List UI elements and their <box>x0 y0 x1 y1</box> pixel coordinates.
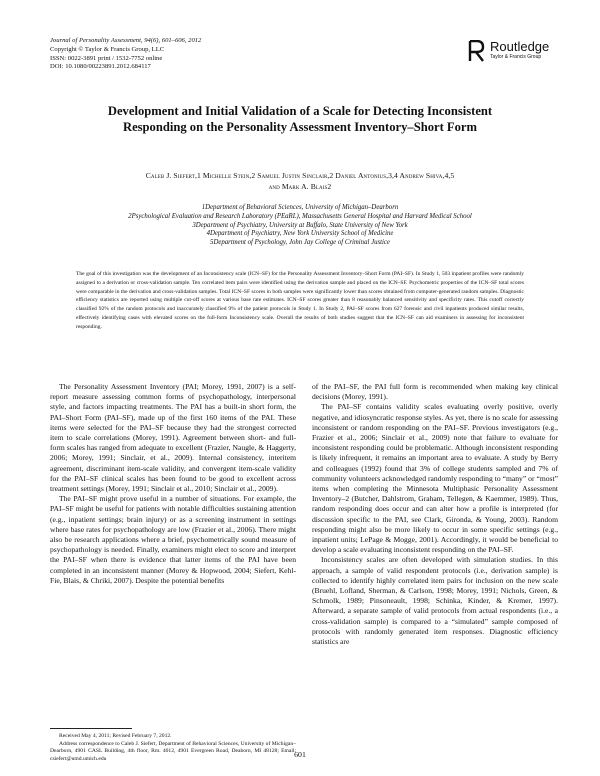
affiliation-3: 3Department of Psychiatry, University at Buffalo, State University of New York <box>192 221 408 229</box>
affiliation-1: 1Department of Behavioral Sciences, University of Michigan–Dearborn <box>201 204 399 211</box>
publisher-name: Routledge <box>490 39 550 54</box>
publisher-logo <box>468 40 568 66</box>
received-note: Received May 4, 2011; Revised February 7, 2012. <box>59 733 172 739</box>
correspondence-note: Address correspondence to Caleb J. Siefert, Department of Behavioral Sciences, University of Michigan–Dearborn, 4901 CASL Building, 4th floor, Rm. 4012, 4901 Evergreen Road, Deaborn, MI 48128; Email: csiefert@umd.umich.edu <box>50 740 296 762</box>
publisher-tagline: Taylor & Francis Group <box>490 54 542 60</box>
body-paragraph: The PAI–SF might prove useful in a number of situations. For example, the PAI–SF might be useful for patients with notable difficulties sustaining attention (e.g., inpatient settings; brain injury) or as a screening instrument in settings where base rates for psychopathology are low (Frazier et al., 2006). There might also be research applications where a brief, psychometrically sound measure of psychopathology is needed. Finally, examiners might elect to score and interpret the PAI–SF when there is evidence that latter items of the PAI have been completed in an inconsistent manner (Morey & Hopwood, 2004; Siefert, Kehl-Fie, Blais, & Chriki, 2007). Despite the potential benefits <box>50 494 296 585</box>
journal-citation: Journal of Personality Assessment, 94(6), 601–606, 2012 <box>50 37 202 44</box>
article-title: Development and Initial Validation of a Scale for Detecting Inconsistent Responding on the Personality Assessment Inventory–Short Form <box>107 104 493 134</box>
body-paragraph: of the PAI–SF, the PAI full form is recommended when making key clinical decisions (Morey, 1991). <box>312 382 558 402</box>
affiliations <box>30 204 570 248</box>
footnote-divider <box>50 728 132 729</box>
routledge-logo-icon <box>468 40 486 62</box>
journal-issn: ISSN: 0022-3891 print / 1532-7752 online <box>50 54 163 62</box>
body-right-column <box>312 382 558 647</box>
affiliation-5: 5Department of Psychology, John Jay College of Criminal Justice <box>210 239 390 247</box>
affiliation-4: 4Department of Psychiatry, New York University School of Medicine <box>206 230 394 238</box>
author-line-1: Caleb J. Siefert,1 Michelle Stein,2 Samuel Justin Sinclair,2 Daniel Antonius,3,4 Andrew Shiva,4,5 <box>145 171 455 180</box>
author-list <box>70 170 530 192</box>
body-paragraph: The Personality Assessment Inventory (PAI; Morey, 1991, 2007) is a self-report measure assessing common forms of psychopathology, interpersonal style, and factors impacting treatments. The PAI has a built-in short form, the PAI–Short Form (PAI–SF), made up of the first 160 items of the PAI. These items were selected for the PAI–SF because they had the strongest corrected item to scale correlations (Morey, 1991). Agreement between short- and full-form scales has ranged from adequate to excellent (Frazier, Naugle, & Haggerty, 2006; Morey, 1991; Sinclair, et al., 2009). Internal consistency, interitem agreement, discriminant item-scale validity, and convergent item-scale validity for the PAI–SF clinical scales has been found to be good to excellent across treatment settings (Morey, 1991; Sinclair et al., 2010; Sinclair et al., 2009). <box>50 382 296 494</box>
body-left-column <box>50 382 296 586</box>
journal-copyright: Copyright © Taylor & Francis Group, LLC <box>50 45 165 53</box>
affiliation-2: 2Psychological Evaluation and Research Laboratory (PEaRL), Massachusetts General Hospital and Harvard Medical School <box>128 212 472 220</box>
journal-header <box>50 37 330 72</box>
page-number: 601 <box>294 750 306 759</box>
journal-doi: DOI: 10.1080/00223891.2012.684117 <box>50 63 151 71</box>
author-line-2: and Mark A. Blais2 <box>268 182 332 191</box>
body-paragraph: Inconsistency scales are often developed with simulation studies. In this approach, a sample of valid respondent protocols (i.e., derivation sample) is collected to identify highly correlated item pairs for inclusion on the new scale (Bruehl, Lofland, Sherman, & Carlson, 1998; Morey, 1991; Nichols, Green, & Schmolk, 1989; Pinsoneault, 1998; Schinka, Kinder, & Kremer, 1997). Afterward, a separate sample of valid protocols from actual respondents (i.e., a cross-validation sample) is compared to a “simulated” sample composed of protocols with randomly generated item responses. Diagnostic efficiency statistics are <box>312 555 558 647</box>
body-paragraph: The PAI–SF contains validity scales evaluating overly positive, overly negative, and idiosyncratic response styles. As yet, there is no scale for assessing inconsistent or random responding on the PAI–SF. Previous investigators (e.g., Frazier et al., 2006; Sinclair et al., 2009) note that failure to evaluate for inconsistent responding could be problematic. Although inconsistent responding is likely infrequent, it remains an important area to evaluate. A study by Berry and colleagues (1992) found that 3% of college students sampled and 7% of community volunteers acknowledged randomly responding to “many” or “most” items when completing the Minnesota Multiphasic Personality Assessment Inventory–2 (Butcher, Dahlstrom, Graham, Tellegen, & Kaemmer, 1989). Thus, random responding does occur and can alter how a profile is interpreted (for discussion specific to the PAI, see Clark, Gironda, & Young, 2003). Random responding might also be more likely to occur in some specific settings (e.g., inpatient units; LePage & Mogge, 2001). Accordingly, it would be beneficial to develop a scale evaluating inconsistent responding on the PAI–SF. <box>312 402 558 555</box>
abstract: The goal of this investigation was the development of an Inconsistency scale (ICN–SF) for the Personality Assessment Inventory–Short Form (PAI–SF). In Study 1, 503 inpatient profiles were randomly assigned to a derivation or cross-validation sample. Ten correlated item pairs were identified using the derivation sample and placed on the ICN–SF. Psychometric properties of the ICN–SF total scores were comparable in the derivation and cross-validation samples. Total ICN–SF scores in both samples were significantly lower than scores obtained from computer-generated random samples. Diagnostic efficiency statistics are reported using multiple cut-off scores at various base rate estimates. ICN–SF scores greater than 8 reasonably balanced sensitivity and specificity rates. This cutoff correctly classified 92% of the random protocols and inaccurately classified 9% of the patient protocols in Study 1. In Study 2, PAI–SF scores from 627 forensic and civil inpatients produced similar results, effectively identifying cases with elevated scores on the full-form Inconsistency scale. Overall the results of both studies suggest that the ICN–SF can aid examiners in assessing for inconsistent responding. <box>76 271 524 330</box>
